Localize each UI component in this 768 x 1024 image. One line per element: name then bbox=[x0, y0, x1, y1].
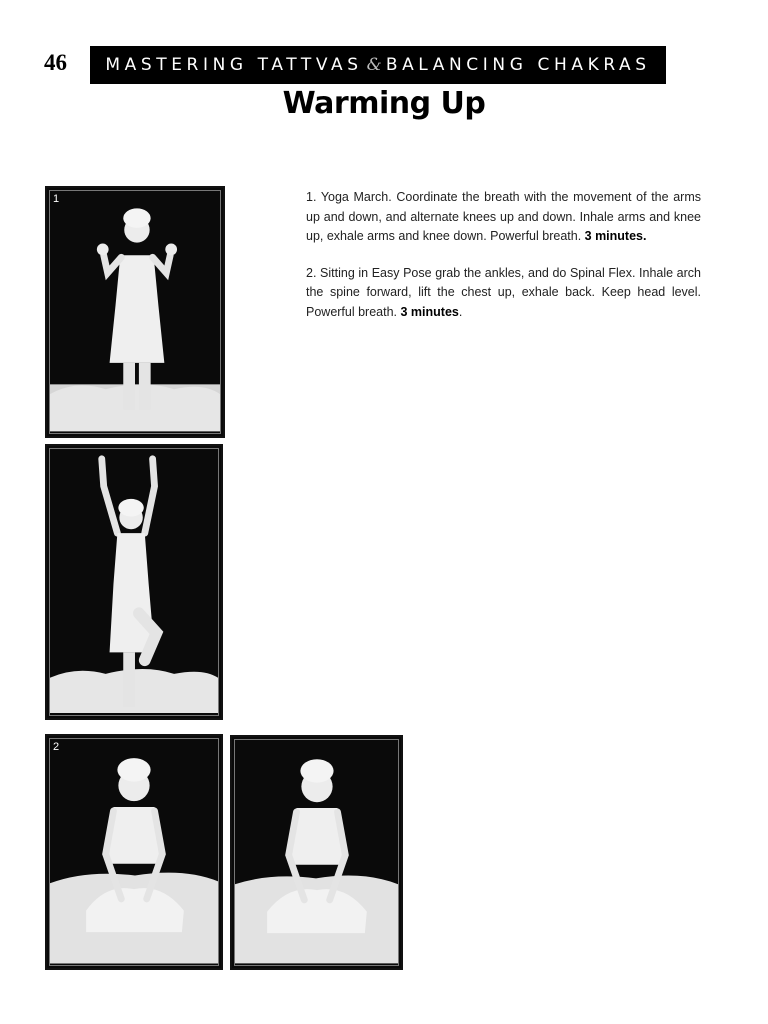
instruction-step-2 bbox=[306, 264, 701, 323]
instruction-step-1-duration: 3 minutes. bbox=[584, 229, 647, 243]
instruction-step-1-text: 1. Yoga March. Coordinate the breath with the movement of the arms up and down, and alternate knees up and down. Inhale arms and knee up, exhale arms and knee down. Powerful breath. bbox=[306, 190, 701, 243]
banner-ampersand: & bbox=[366, 55, 382, 75]
photo-step-2b bbox=[230, 735, 403, 970]
step-number-label: 2 bbox=[53, 741, 60, 753]
book-title-banner bbox=[90, 46, 666, 84]
page-title: Warming Up bbox=[282, 86, 486, 121]
instruction-step-2-text: 2. Sitting in Easy Pose grab the ankles, and do Spinal Flex. Inhale arch the spine forward, lift the chest up, exhale back. Keep head level. Powerful breath. bbox=[306, 265, 701, 319]
instruction-step-1 bbox=[306, 188, 701, 247]
page-number: 46 bbox=[44, 50, 67, 75]
photo-frame bbox=[49, 448, 219, 716]
photo-frame bbox=[49, 738, 219, 966]
photo-frame bbox=[49, 190, 221, 434]
photo-frame bbox=[234, 739, 399, 966]
photo-step-1b bbox=[45, 444, 223, 720]
banner-title-left: MASTERING TATTVAS bbox=[105, 55, 363, 75]
photo-step-1a bbox=[45, 186, 225, 438]
instruction-step-2-duration: 3 minutes bbox=[400, 304, 459, 319]
banner-title-right: BALANCING CHAKRAS bbox=[385, 55, 651, 75]
step-number-label: 1 bbox=[53, 193, 60, 205]
instructions-text bbox=[306, 188, 701, 339]
instruction-step-2-tail: . bbox=[458, 304, 463, 319]
photo-step-2a bbox=[45, 734, 223, 970]
